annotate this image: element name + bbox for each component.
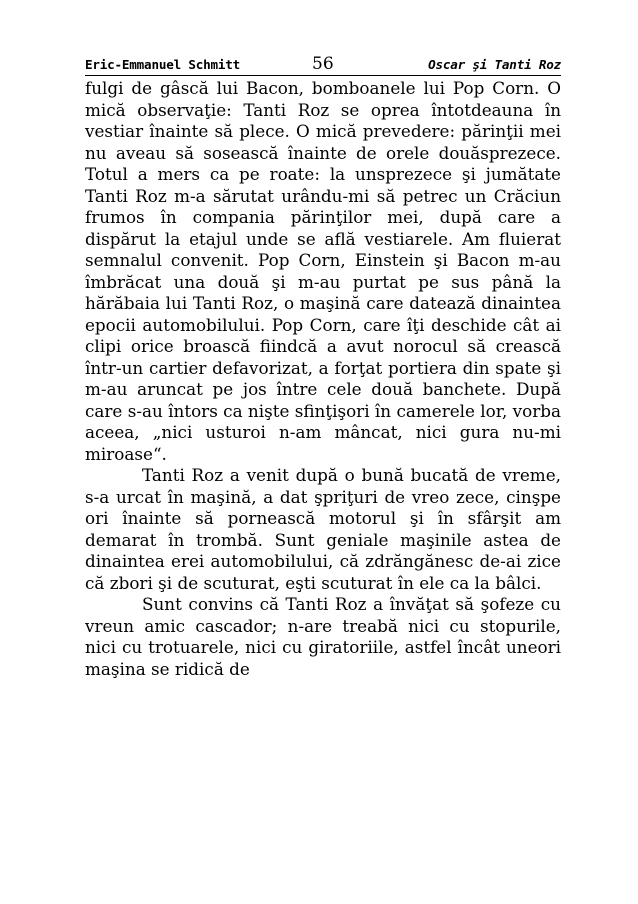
header-author: Eric-Emmanuel Schmitt [85,57,241,72]
paragraph: Tanti Roz a venit după o bună bucată de vreme, s-a urcat în maşină, a dat şpriţuri de vreo zece, cinşpe ori înainte să pornească motorul şi în sfârşit am demarat în trombă. Sunt geniale maşinile astea de dinaintea erei automobilului, că zdrăngănesc de-ai zice că zbori şi de scuturat, eşti scuturat în ele ca la bâlci. [85,465,561,593]
body-text [85,78,561,680]
page-number: 56 [312,54,334,74]
paragraph: Sunt convins că Tanti Roz a învăţat să şofeze cu vreun amic cascador; n-are treabă nici cu stopurile, nici cu trotuarele, nici cu giratoriile, astfel încât uneori maşina se ridică de [85,594,561,679]
running-header [85,53,561,76]
paragraph: fulgi de gâscă lui Bacon, bomboanele lui Pop Corn. O mică observaţie: Tanti Roz se oprea întotdeauna în vestiar înainte să plece. O mică prevedere: părinţii mei nu aveau să sosească înainte de orele douăsprezece. Totul a mers ca pe roate: la unsprezece şi jumătate Tanti Roz m-a sărutat urându-mi să petrec un Crăciun frumos în compania părinţilor mei, după care a dispărut la etajul unde se află vestiarele. Am fluierat semnalul convenit. Pop Corn, Einstein şi Bacon m-au îmbrăcat una două şi m-au purtat pe sus până la hărăbaia lui Tanti Roz, o maşină care datează dinaintea epocii automobilului. Pop Corn, care îţi deschide cât ai clipi orice broască fiindcă a avut norocul să crească într-un cartier defavorizat, a forţat portiera din spate şi m-au aruncat pe jos între cele două banchete. După care s-au întors ca nişte sfinţişori în camerele lor, vorba aceea, „nici usturoi n-am mâncat, nici gura nu-mi miroase“. [85,78,561,464]
header-book-title: Oscar şi Tanti Roz [428,57,561,72]
